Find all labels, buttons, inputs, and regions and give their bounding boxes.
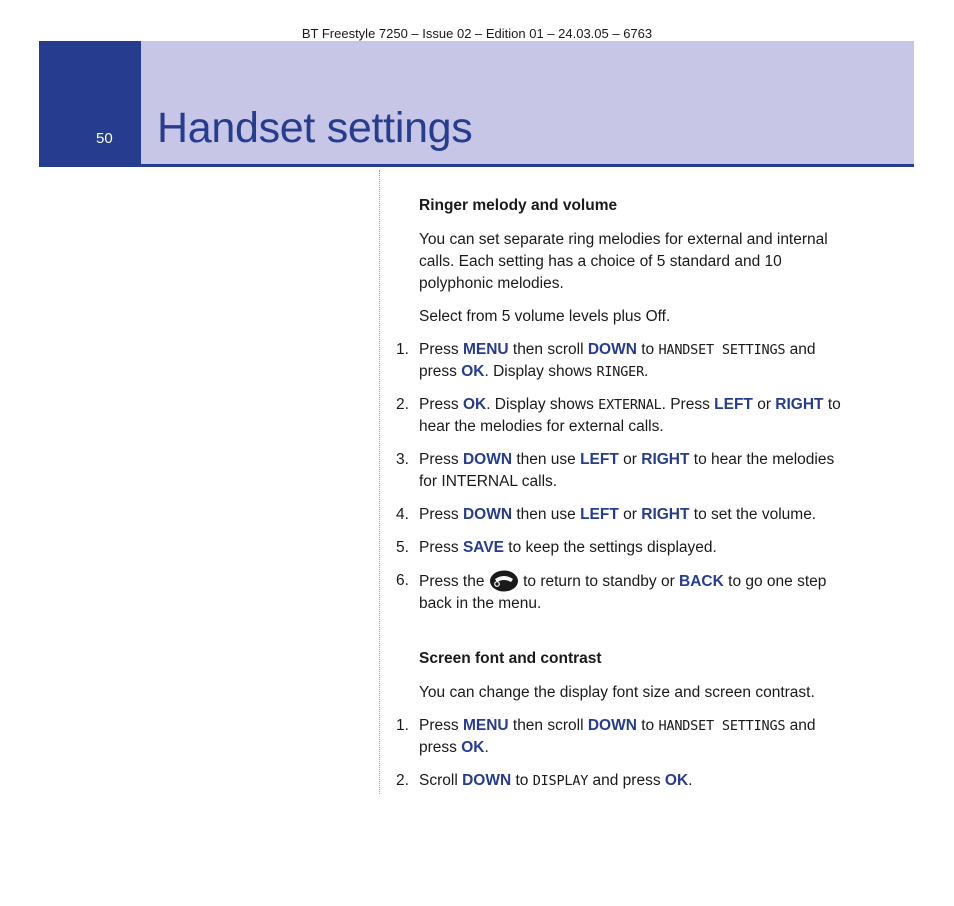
display-text: HANDSET SETTINGS (658, 718, 786, 734)
key-left: LEFT (580, 451, 619, 468)
screen-steps (396, 715, 849, 792)
step-number: 3. (396, 451, 409, 468)
phone-hangup-icon (489, 570, 519, 592)
key-save: SAVE (462, 539, 504, 556)
display-text: HANDSET SETTINGS (658, 342, 786, 358)
key-ok: OK (461, 363, 485, 380)
ringer-intro: You can set separate ring melodies for external and internal calls. Each setting has a choice of 5 standard and 10 polyphonic melodies. (419, 231, 828, 292)
key-left: LEFT (714, 396, 753, 413)
display-text: RINGER (596, 364, 645, 380)
list-item: 2. Scroll DOWN to DISPLAY and press OK. (419, 770, 849, 792)
key-down: DOWN (462, 451, 513, 468)
step-number: 1. (396, 341, 409, 358)
key-down: DOWN (587, 717, 637, 734)
list-item: 1. Press MENU then scroll DOWN to HANDSET SETTINGS and press OK. Display shows RINGER. (396, 341, 816, 380)
list-item: 1. Press MENU then scroll DOWN to HANDSET SETTINGS and press OK. (396, 717, 816, 756)
step-number: 6. (396, 572, 409, 589)
key-down: DOWN (587, 341, 637, 358)
running-header: BT Freestyle 7250 – Issue 02 – Edition 01 – 24.03.05 – 6763 (301, 26, 653, 41)
key-down: DOWN (462, 506, 513, 523)
list-item: 5. Press SAVE to keep the settings displayed. (419, 537, 849, 559)
list-item: 3. Press DOWN then use LEFT or RIGHT to hear the melodies for INTERNAL calls. (396, 451, 835, 490)
list-item: 6. Press the to return to standby or BACK to go one step back in the menu. (396, 572, 827, 612)
ringer-steps (396, 339, 849, 615)
key-right: RIGHT (641, 451, 690, 468)
key-menu: MENU (462, 717, 509, 734)
key-ok: OK (462, 396, 487, 413)
page-number: 50 (96, 130, 113, 147)
key-down: DOWN (462, 772, 512, 789)
key-menu: MENU (462, 341, 509, 358)
list-item: 4. Press DOWN then use LEFT or RIGHT to set the volume. (419, 504, 849, 526)
title-underline (141, 164, 914, 167)
ringer-volume-note: Select from 5 volume levels plus Off. (419, 308, 671, 325)
step-number: 4. (396, 506, 409, 523)
display-text: EXTERNAL (598, 397, 662, 413)
page-number-tab (39, 41, 141, 167)
key-left: LEFT (580, 506, 619, 523)
step-number: 2. (396, 396, 409, 413)
key-right: RIGHT (641, 506, 690, 523)
key-back: BACK (679, 573, 724, 590)
screen-intro: You can change the display font size and screen contrast. (419, 684, 815, 701)
step-number: 1. (396, 717, 409, 734)
section-heading-ringer: Ringer melody and volume (419, 197, 618, 214)
column-divider (379, 170, 380, 794)
display-text: DISPLAY (532, 773, 589, 789)
page-title: Handset settings (157, 104, 473, 152)
step-number: 5. (396, 539, 409, 556)
key-ok: OK (664, 772, 689, 789)
list-item: 2. Press OK. Display shows EXTERNAL. Press LEFT or RIGHT to hear the melodies for external calls. (396, 396, 841, 435)
key-right: RIGHT (775, 396, 824, 413)
step-number: 2. (396, 772, 409, 789)
main-content (396, 195, 849, 803)
section-heading-screen: Screen font and contrast (419, 650, 602, 667)
key-ok: OK (461, 739, 485, 756)
